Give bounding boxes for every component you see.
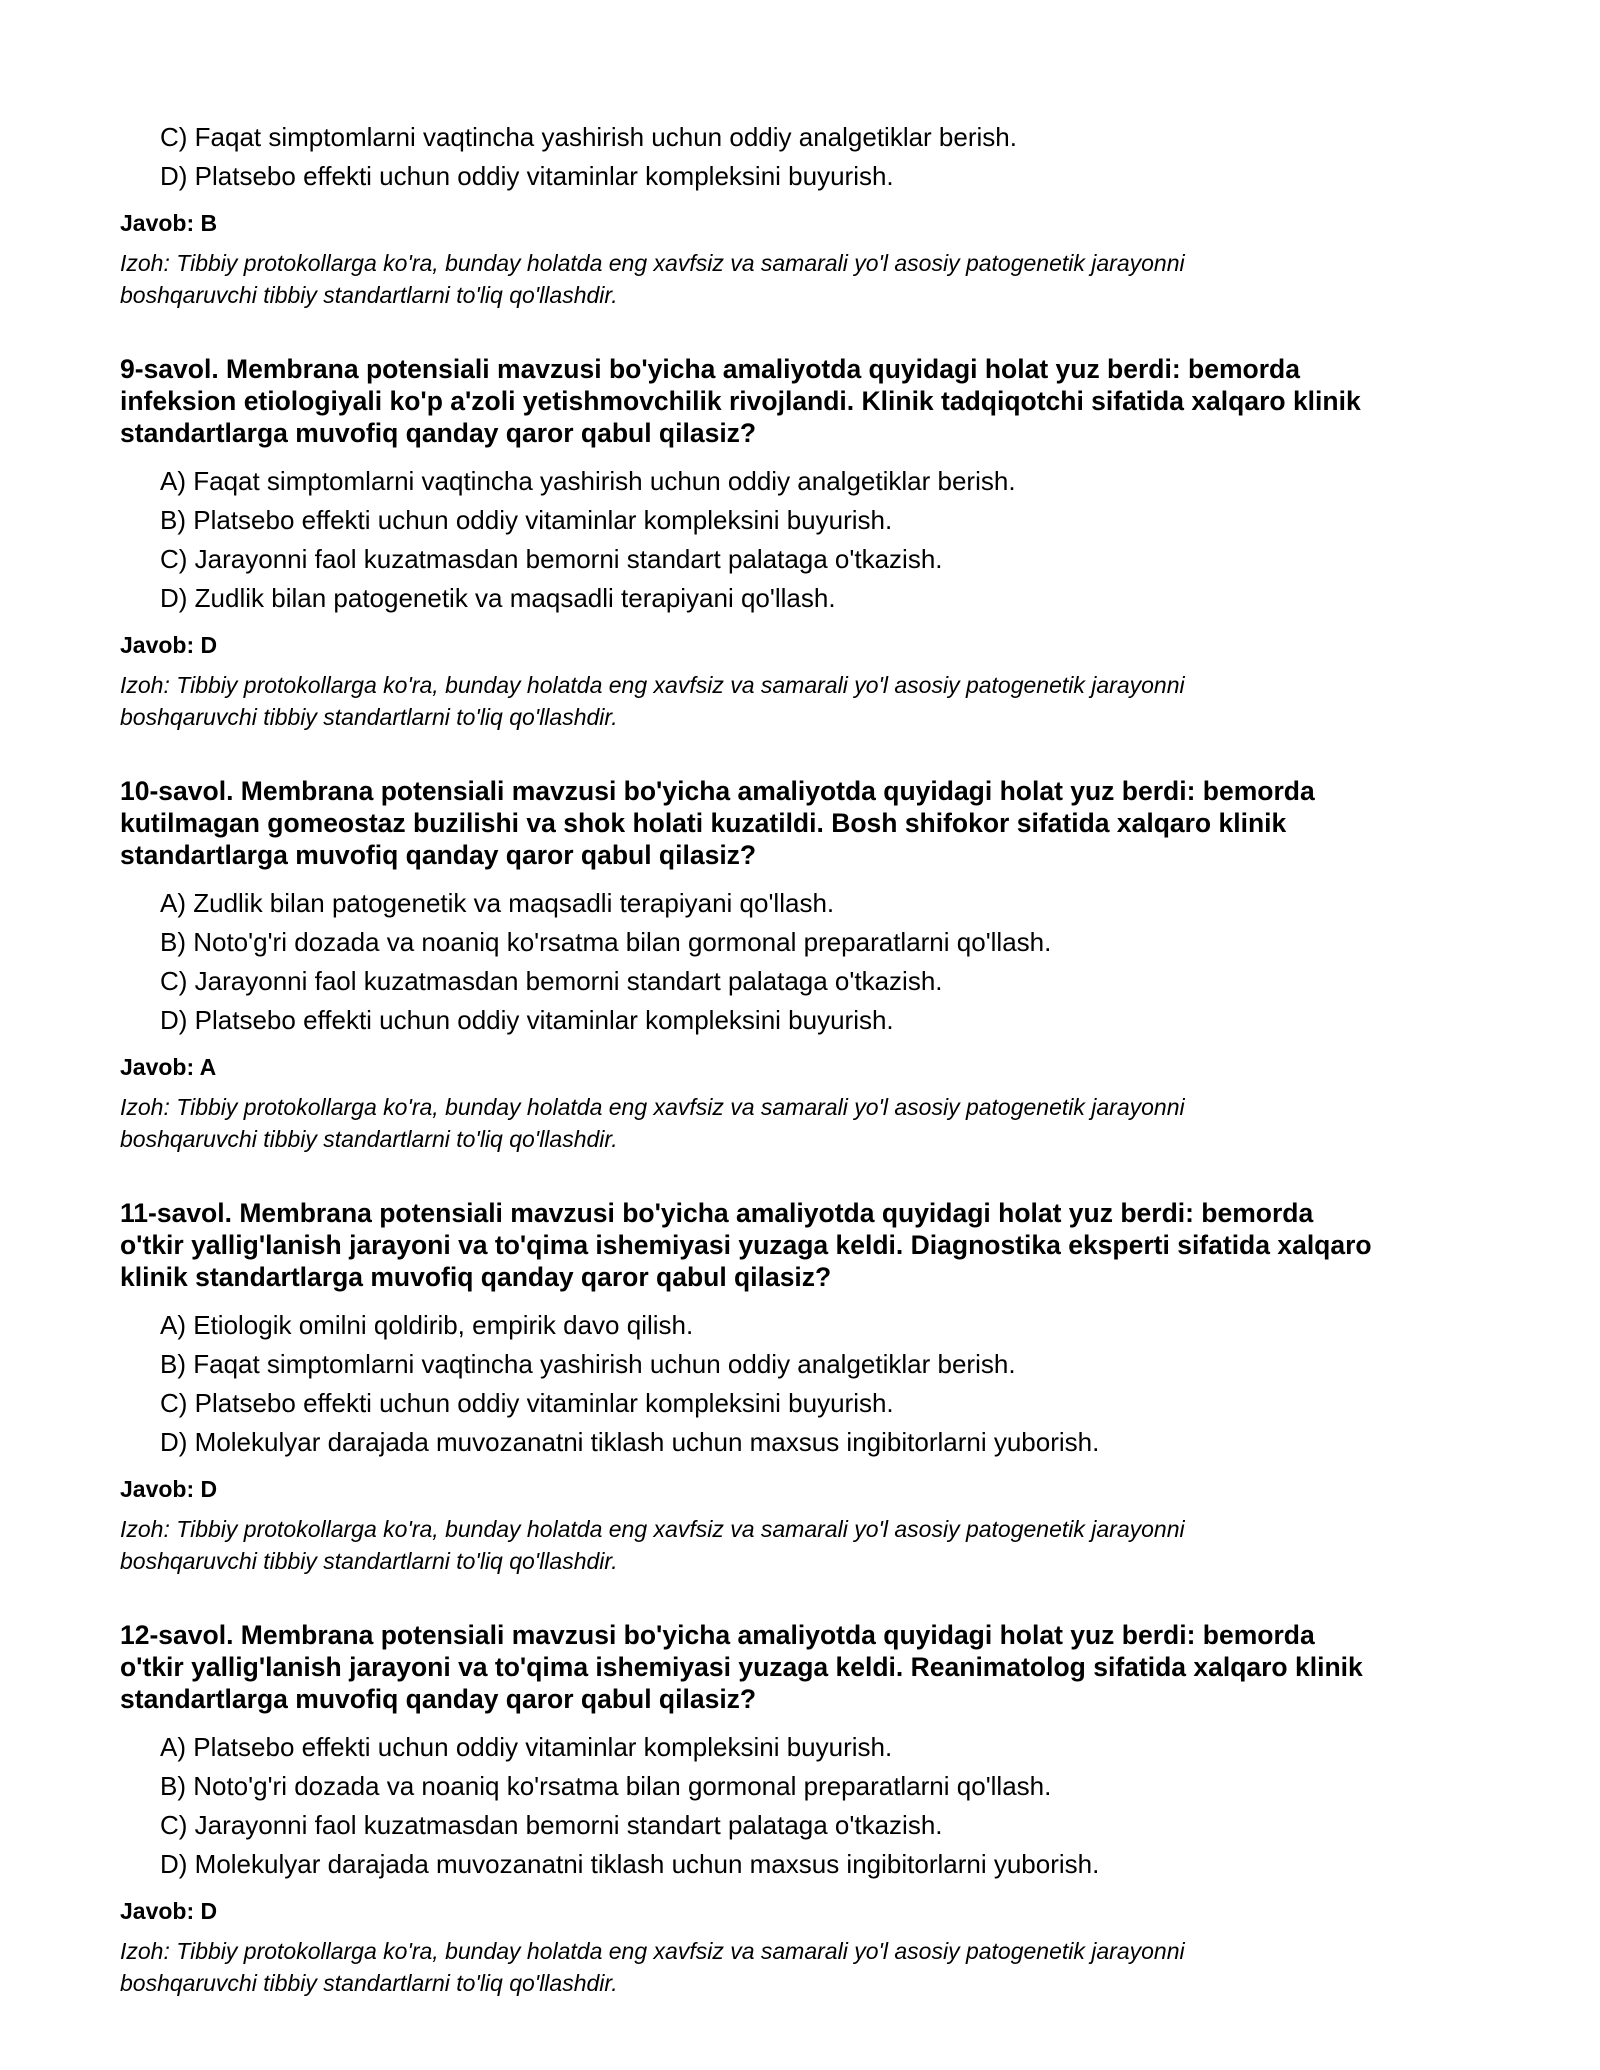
note-line: Izoh: Tibbiy protokollarga ko'ra, bunday holatda eng xavfsiz va samarali yo'l asosiy patogenetik jarayonni (120, 1516, 1185, 1542)
option-d: D) Molekulyar darajada muvozanatni tiklash uchun maxsus ingibitorlarni yuborish. (160, 1849, 1100, 1879)
answer-options (120, 1306, 1500, 1462)
note-line: boshqaruvchi tibbiy standartlarni to'liq qo'llashdir. (120, 1548, 618, 1574)
answer-key: Javob: D (120, 1898, 218, 1924)
question-title-line: kutilmagan gomeostaz buzilishi va shok holati kuzatildi. Bosh shifokor sifatida xalqaro klinik (120, 808, 1287, 838)
question-title-line: standartlarga muvofiq qanday qaror qabul qilasiz? (120, 1684, 757, 1714)
option-c: C) Jarayonni faol kuzatmasdan bemorni standart palataga o'tkazish. (160, 544, 943, 574)
option-b: B) Noto'g'ri dozada va noaniq ko'rsatma bilan gormonal preparatlarni qo'llash. (160, 1771, 1052, 1801)
answer-options (120, 884, 1500, 1040)
option-d: D) Zudlik bilan patogenetik va maqsadli terapiyani qo'llash. (160, 583, 836, 613)
answer-options (120, 118, 1500, 196)
question-title-line: standartlarga muvofiq qanday qaror qabul qilasiz? (120, 840, 757, 870)
option-b: B) Platsebo effekti uchun oddiy vitaminlar kompleksini buyurish. (160, 505, 893, 535)
question-title (120, 775, 1500, 871)
note-line: Izoh: Tibbiy protokollarga ko'ra, bunday holatda eng xavfsiz va samarali yo'l asosiy patogenetik jarayonni (120, 672, 1185, 698)
note-line: boshqaruvchi tibbiy standartlarni to'liq qo'llashdir. (120, 282, 618, 308)
answer-key: Javob: A (120, 1054, 217, 1080)
option-a: A) Faqat simptomlarni vaqtincha yashirish uchun oddiy analgetiklar berish. (160, 466, 1016, 496)
explanation-note (120, 1513, 1500, 1577)
answer-options (120, 462, 1500, 618)
explanation-note (120, 1091, 1500, 1155)
option-c: C) Platsebo effekti uchun oddiy vitaminlar kompleksini buyurish. (160, 1388, 894, 1418)
question-8-continuation (120, 118, 1500, 311)
explanation-note (120, 247, 1500, 311)
question-title-line: 12-savol. Membrana potensiali mavzusi bo'yicha amaliyotda quyidagi holat yuz berdi: bemorda (120, 1620, 1315, 1650)
answer-key: Javob: D (120, 632, 218, 658)
question-title (120, 353, 1500, 449)
option-a: A) Zudlik bilan patogenetik va maqsadli terapiyani qo'llash. (160, 888, 835, 918)
explanation-note (120, 669, 1500, 733)
option-d: D) Platsebo effekti uchun oddiy vitaminlar kompleksini buyurish. (160, 1005, 894, 1035)
answer-key: Javob: B (120, 210, 218, 236)
question-10 (120, 775, 1500, 1155)
option-d: D) Molekulyar darajada muvozanatni tiklash uchun maxsus ingibitorlarni yuborish. (160, 1427, 1100, 1457)
answer-key: Javob: D (120, 1476, 218, 1502)
question-title-line: o'tkir yallig'lanish jarayoni va to'qima ishemiyasi yuzaga keldi. Diagnostika eksperti sifatida xalqaro (120, 1230, 1372, 1260)
note-line: Izoh: Tibbiy protokollarga ko'ra, bunday holatda eng xavfsiz va samarali yo'l asosiy patogenetik jarayonni (120, 1094, 1185, 1120)
option-c: C) Jarayonni faol kuzatmasdan bemorni standart palataga o'tkazish. (160, 1810, 943, 1840)
note-line: Izoh: Tibbiy protokollarga ko'ra, bunday holatda eng xavfsiz va samarali yo'l asosiy patogenetik jarayonni (120, 250, 1185, 276)
question-title-line: infeksion etiologiyali ko'p a'zoli yetishmovchilik rivojlandi. Klinik tadqiqotchi sifatida xalqaro klinik (120, 386, 1361, 416)
question-title-line: 9-savol. Membrana potensiali mavzusi bo'yicha amaliyotda quyidagi holat yuz berdi: bemorda (120, 354, 1300, 384)
question-title-line: 10-savol. Membrana potensiali mavzusi bo'yicha amaliyotda quyidagi holat yuz berdi: bemorda (120, 776, 1315, 806)
note-line: boshqaruvchi tibbiy standartlarni to'liq qo'llashdir. (120, 1126, 618, 1152)
note-line: boshqaruvchi tibbiy standartlarni to'liq qo'llashdir. (120, 704, 618, 730)
note-line: Izoh: Tibbiy protokollarga ko'ra, bunday holatda eng xavfsiz va samarali yo'l asosiy patogenetik jarayonni (120, 1938, 1185, 1964)
option-b: B) Noto'g'ri dozada va noaniq ko'rsatma bilan gormonal preparatlarni qo'llash. (160, 927, 1052, 957)
question-title-line: 11-savol. Membrana potensiali mavzusi bo'yicha amaliyotda quyidagi holat yuz berdi: bemorda (120, 1198, 1314, 1228)
option-c: C) Faqat simptomlarni vaqtincha yashirish uchun oddiy analgetiklar berish. (160, 122, 1017, 152)
question-12 (120, 1619, 1500, 1999)
question-9 (120, 353, 1500, 733)
option-c: C) Jarayonni faol kuzatmasdan bemorni standart palataga o'tkazish. (160, 966, 943, 996)
answer-options (120, 1728, 1500, 1884)
option-b: B) Faqat simptomlarni vaqtincha yashirish uchun oddiy analgetiklar berish. (160, 1349, 1016, 1379)
question-title (120, 1197, 1500, 1293)
option-d: D) Platsebo effekti uchun oddiy vitaminlar kompleksini buyurish. (160, 161, 894, 191)
question-title (120, 1619, 1500, 1715)
question-title-line: o'tkir yallig'lanish jarayoni va to'qima ishemiyasi yuzaga keldi. Reanimatolog sifatida xalqaro klinik (120, 1652, 1363, 1682)
explanation-note (120, 1935, 1500, 1999)
document-page (120, 118, 1500, 1999)
question-title-line: klinik standartlarga muvofiq qanday qaror qabul qilasiz? (120, 1262, 832, 1292)
option-a: A) Etiologik omilni qoldirib, empirik davo qilish. (160, 1310, 694, 1340)
option-a: A) Platsebo effekti uchun oddiy vitaminlar kompleksini buyurish. (160, 1732, 893, 1762)
note-line: boshqaruvchi tibbiy standartlarni to'liq qo'llashdir. (120, 1970, 618, 1996)
question-11 (120, 1197, 1500, 1577)
question-title-line: standartlarga muvofiq qanday qaror qabul qilasiz? (120, 418, 757, 448)
